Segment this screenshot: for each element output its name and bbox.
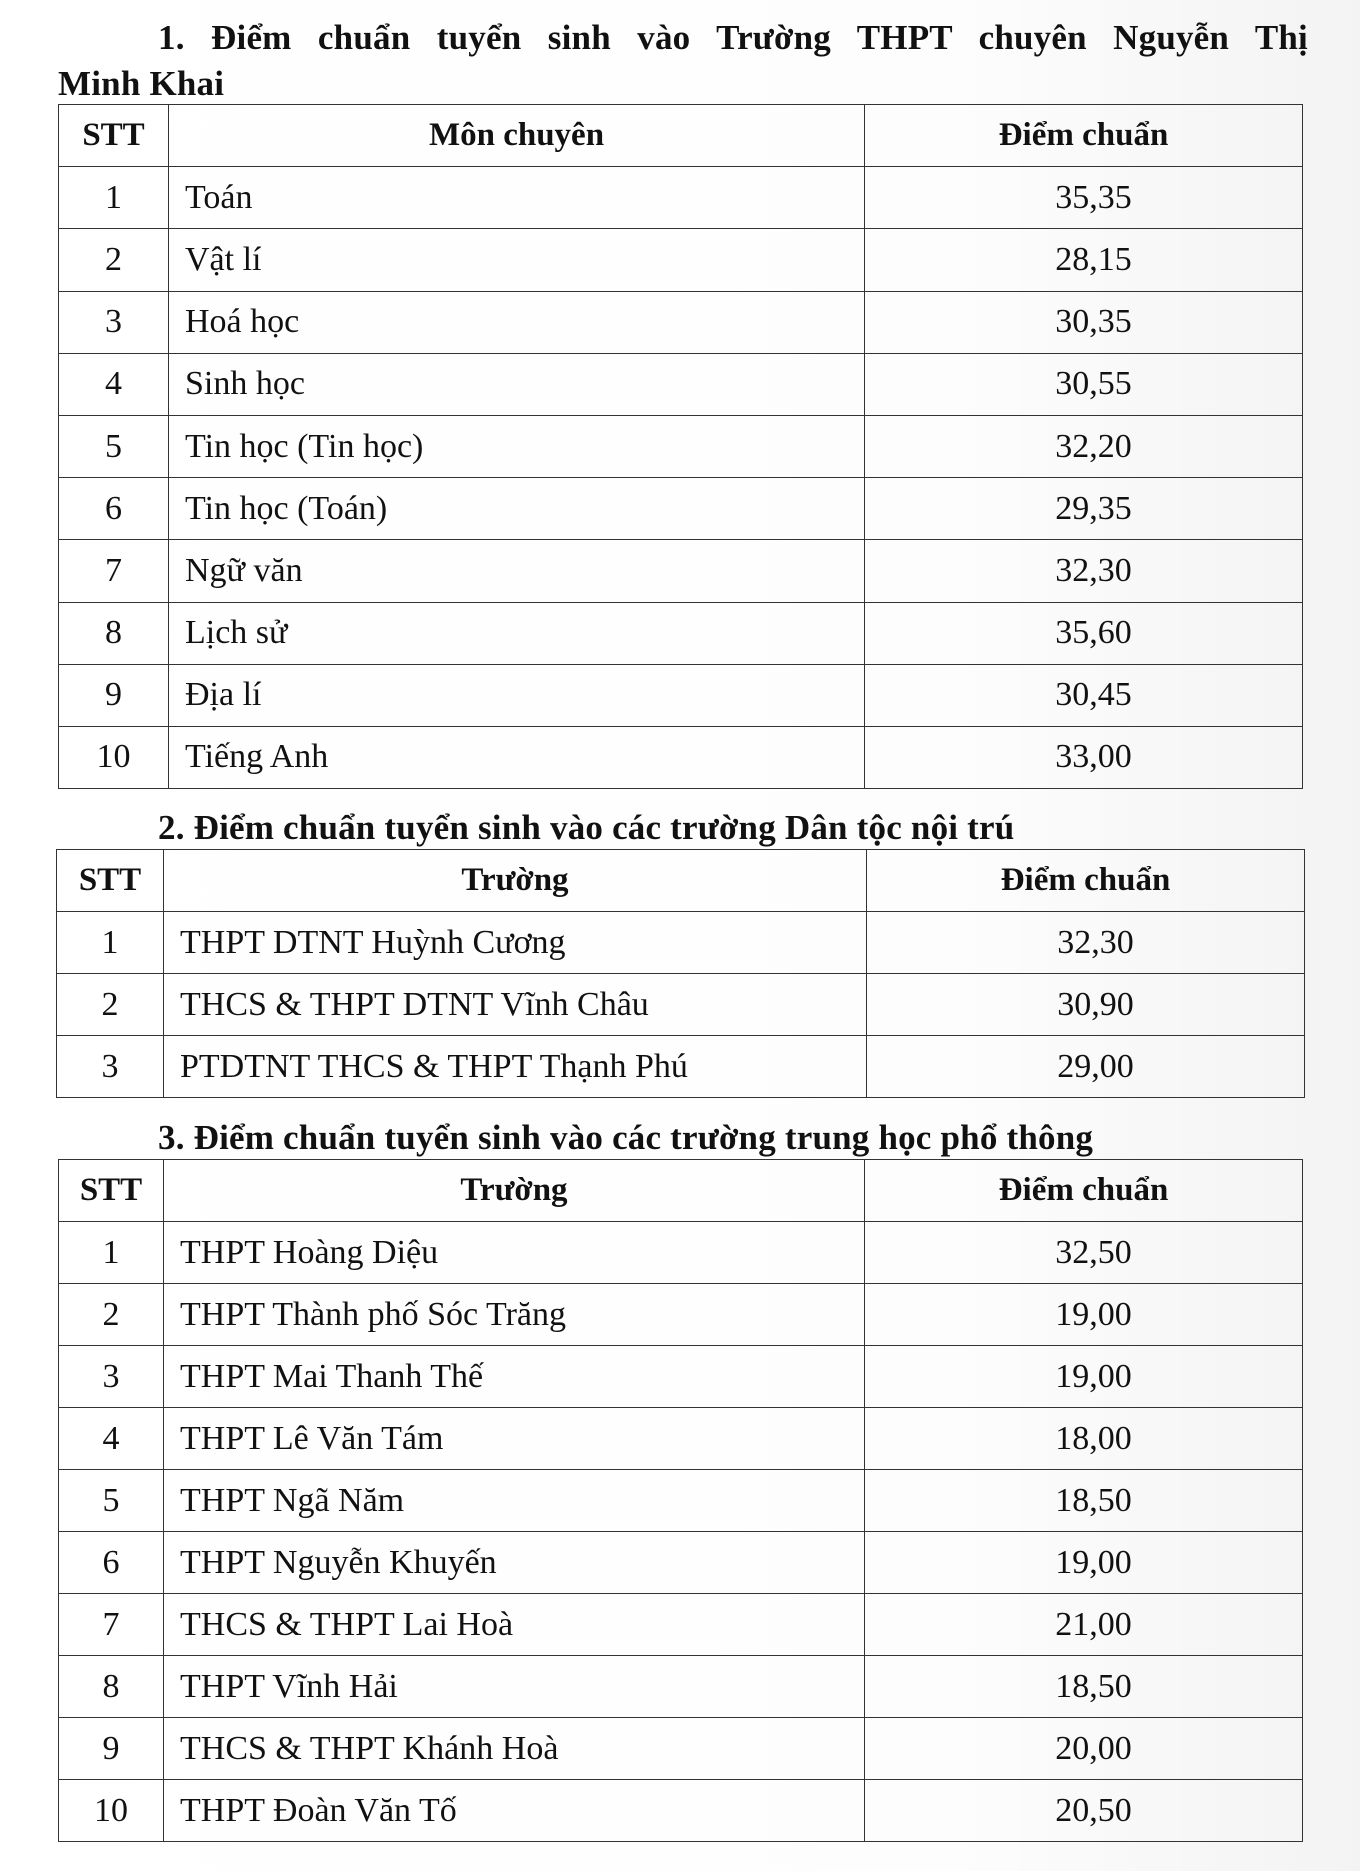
row-score: 19,00 [865, 1346, 1303, 1408]
table-row [59, 353, 1303, 415]
table-body [57, 912, 1305, 1098]
row-score: 21,00 [865, 1594, 1303, 1656]
row-number: 4 [59, 353, 169, 415]
row-name: Toán [169, 167, 865, 229]
row-score: 18,50 [865, 1656, 1303, 1718]
row-name: THPT Nguyễn Khuyến [164, 1532, 865, 1594]
row-name: PTDTNT THCS & THPT Thạnh Phú [164, 1036, 867, 1098]
row-score: 30,45 [865, 664, 1303, 726]
row-number: 3 [57, 1036, 164, 1098]
header-stt: STT [59, 105, 169, 167]
row-number: 3 [59, 291, 169, 353]
table-header-row [59, 1160, 1303, 1222]
row-score: 30,35 [865, 291, 1303, 353]
table-row [59, 540, 1303, 602]
row-name: THCS & THPT Khánh Hoà [164, 1718, 865, 1780]
row-number: 8 [59, 1656, 164, 1718]
row-score: 33,00 [865, 726, 1303, 788]
table-row [57, 912, 1305, 974]
row-score: 18,00 [865, 1408, 1303, 1470]
row-name: Tin học (Toán) [169, 478, 865, 540]
table-row [57, 974, 1305, 1036]
table-row [59, 1222, 1303, 1284]
row-score: 18,50 [865, 1470, 1303, 1532]
table-row [59, 478, 1303, 540]
row-name: THPT Hoàng Diệu [164, 1222, 865, 1284]
table-row [59, 229, 1303, 291]
table-row [59, 1284, 1303, 1346]
row-name: THPT Đoàn Văn Tố [164, 1780, 865, 1842]
row-name: Ngữ văn [169, 540, 865, 602]
row-name: THPT Mai Thanh Thế [164, 1346, 865, 1408]
row-score: 19,00 [865, 1284, 1303, 1346]
ethnic-boarding-school-scores-table [56, 849, 1305, 1098]
section3-title: 3. Điểm chuẩn tuyển sinh vào các trường trung học phổ thông [158, 1118, 1094, 1157]
row-number: 1 [59, 167, 169, 229]
row-name: Vật lí [169, 229, 865, 291]
table-row [59, 1594, 1303, 1656]
header-school: Trường [164, 850, 867, 912]
row-score: 35,60 [865, 602, 1303, 664]
section2-title: 2. Điểm chuẩn tuyển sinh vào các trường Dân tộc nội trú [158, 808, 1015, 847]
header-subject: Môn chuyên [169, 105, 865, 167]
row-number: 1 [57, 912, 164, 974]
table-row [59, 1718, 1303, 1780]
row-score: 30,90 [867, 974, 1305, 1036]
row-number: 5 [59, 415, 169, 477]
row-name: THPT DTNT Huỳnh Cương [164, 912, 867, 974]
section1-title: 1. Điểm chuẩn tuyển sinh vào Trường THPT chuyên Nguyễn Thị [158, 18, 1308, 57]
row-number: 5 [59, 1470, 164, 1532]
row-number: 9 [59, 664, 169, 726]
row-number: 10 [59, 726, 169, 788]
row-score: 32,30 [867, 912, 1305, 974]
table-row [59, 1780, 1303, 1842]
table-row [59, 1470, 1303, 1532]
high-school-scores-table [58, 1159, 1303, 1842]
row-number: 2 [59, 1284, 164, 1346]
row-score: 35,35 [865, 167, 1303, 229]
row-score: 30,55 [865, 353, 1303, 415]
row-name: THPT Ngã Năm [164, 1470, 865, 1532]
header-score: Điểm chuẩn [867, 850, 1305, 912]
table-row [59, 1656, 1303, 1718]
row-number: 6 [59, 1532, 164, 1594]
row-name: THPT Lê Văn Tám [164, 1408, 865, 1470]
row-name: Tin học (Tin học) [169, 415, 865, 477]
row-number: 2 [59, 229, 169, 291]
specialized-school-scores-table [58, 104, 1303, 789]
table-row [59, 1346, 1303, 1408]
row-score: 28,15 [865, 229, 1303, 291]
table-row [59, 1408, 1303, 1470]
row-score: 29,35 [865, 478, 1303, 540]
header-score: Điểm chuẩn [865, 105, 1303, 167]
table-row [59, 664, 1303, 726]
table-row [59, 167, 1303, 229]
table-row [57, 1036, 1305, 1098]
row-number: 7 [59, 540, 169, 602]
header-score: Điểm chuẩn [865, 1160, 1303, 1222]
header-stt: STT [59, 1160, 164, 1222]
row-name: THCS & THPT DTNT Vĩnh Châu [164, 974, 867, 1036]
table-row [59, 415, 1303, 477]
table-row [59, 726, 1303, 788]
row-name: THCS & THPT Lai Hoà [164, 1594, 865, 1656]
row-number: 9 [59, 1718, 164, 1780]
row-name: Sinh học [169, 353, 865, 415]
row-number: 7 [59, 1594, 164, 1656]
row-name: Địa lí [169, 664, 865, 726]
row-score: 32,50 [865, 1222, 1303, 1284]
row-number: 6 [59, 478, 169, 540]
table-body [59, 167, 1303, 789]
row-score: 29,00 [867, 1036, 1305, 1098]
row-number: 8 [59, 602, 169, 664]
table-header-row [57, 850, 1305, 912]
row-name: Tiếng Anh [169, 726, 865, 788]
header-stt: STT [57, 850, 164, 912]
row-number: 10 [59, 1780, 164, 1842]
row-score: 19,00 [865, 1532, 1303, 1594]
table-row [59, 602, 1303, 664]
row-number: 4 [59, 1408, 164, 1470]
row-name: THPT Vĩnh Hải [164, 1656, 865, 1718]
row-number: 3 [59, 1346, 164, 1408]
row-score: 20,50 [865, 1780, 1303, 1842]
row-name: THPT Thành phố Sóc Trăng [164, 1284, 865, 1346]
header-school: Trường [164, 1160, 865, 1222]
row-name: Lịch sử [169, 602, 865, 664]
table-row [59, 1532, 1303, 1594]
row-score: 32,20 [865, 415, 1303, 477]
row-number: 2 [57, 974, 164, 1036]
row-name: Hoá học [169, 291, 865, 353]
table-header-row [59, 105, 1303, 167]
row-number: 1 [59, 1222, 164, 1284]
section1-title-continued: Minh Khai [58, 64, 225, 103]
row-score: 20,00 [865, 1718, 1303, 1780]
table-row [59, 291, 1303, 353]
table-body [59, 1222, 1303, 1842]
row-score: 32,30 [865, 540, 1303, 602]
